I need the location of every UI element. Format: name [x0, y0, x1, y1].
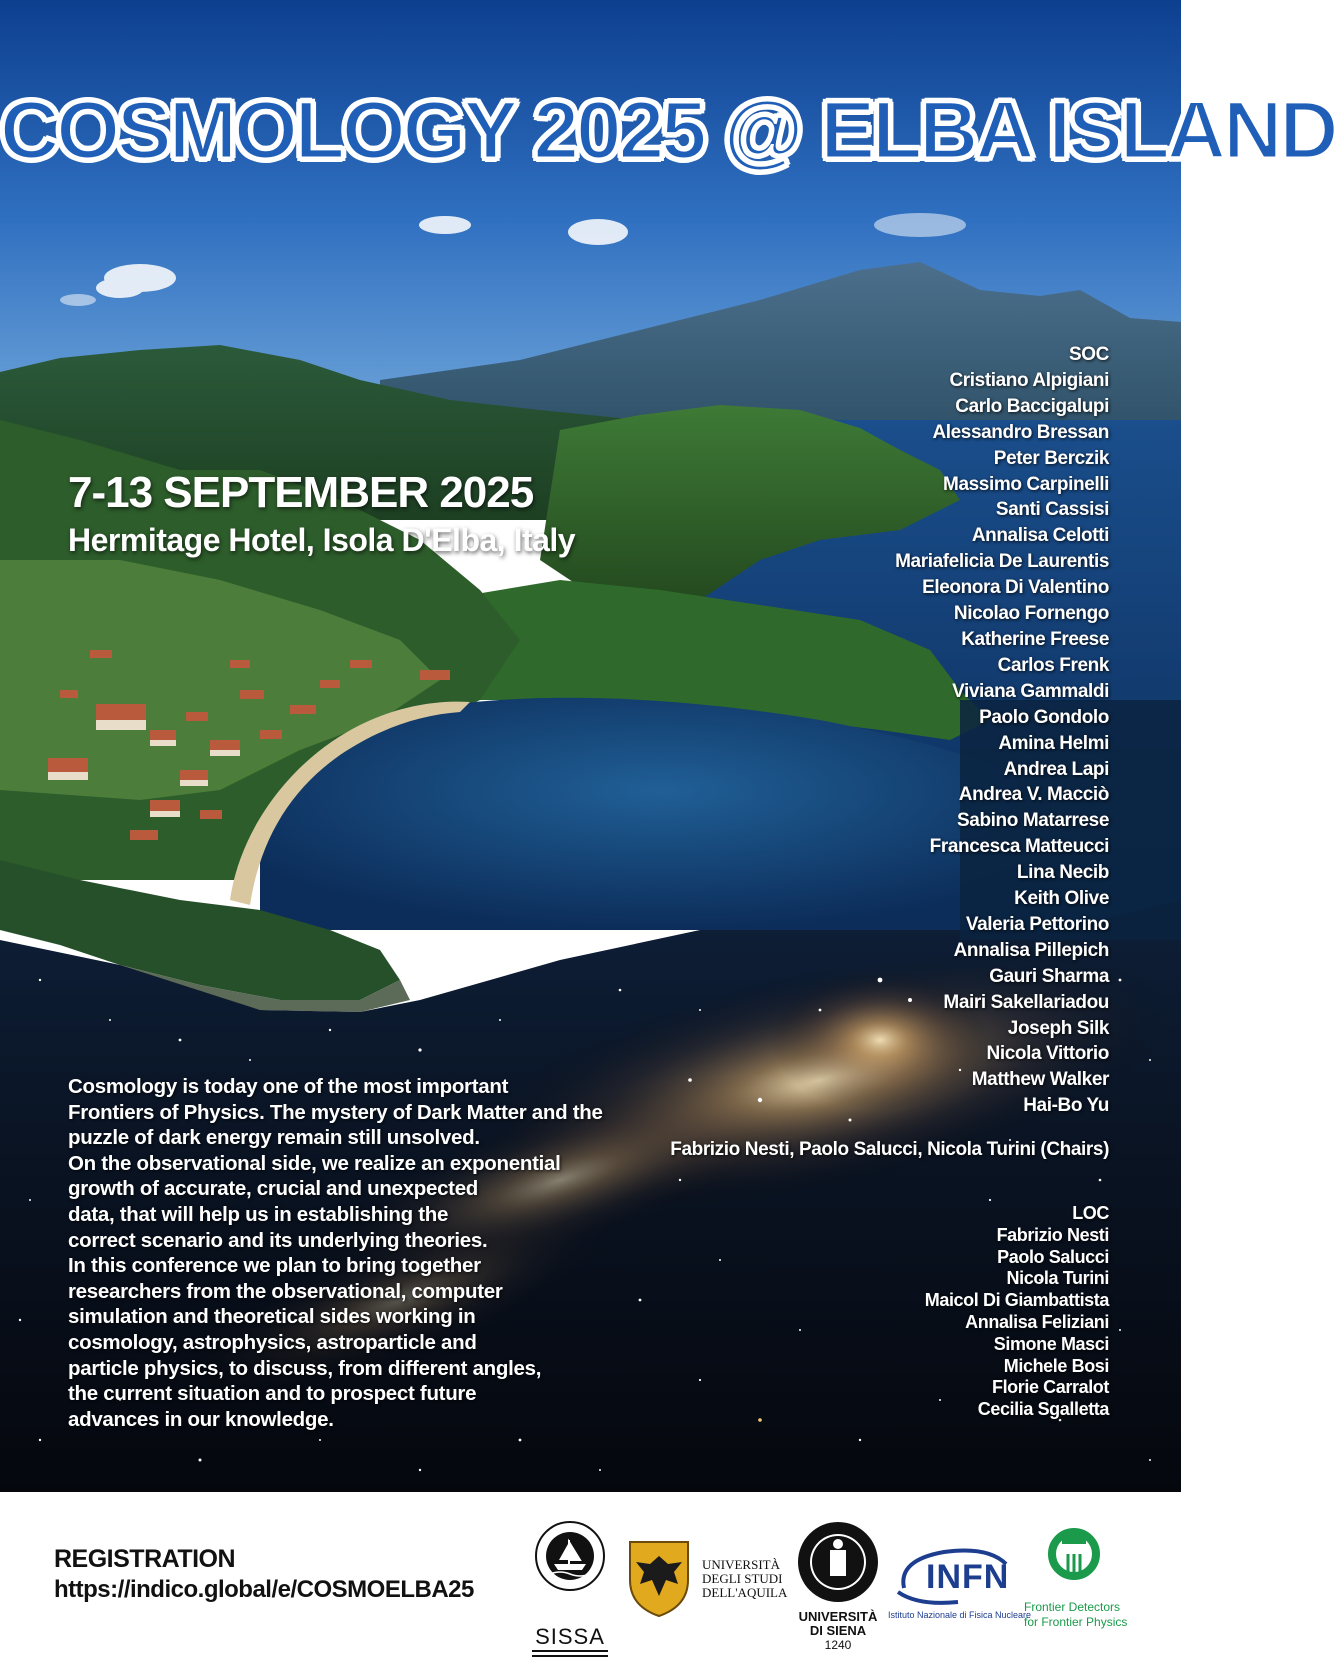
siena-year: 1240: [824, 1638, 852, 1652]
sissa-name: SISSA: [535, 1624, 605, 1649]
loc-committee-list: [925, 1203, 1109, 1421]
soc-member: Amina Helmi: [998, 732, 1109, 754]
aquila-line1: UNIVERSITÀ: [702, 1557, 780, 1572]
soc-member: Nicola Vittorio: [986, 1043, 1109, 1065]
soc-member: Hai-Bo Yu: [1023, 1095, 1109, 1117]
fdfp-logo: [1024, 1522, 1164, 1662]
soc-member: Mariafelicia De Laurentis: [895, 551, 1109, 573]
soc-heading: SOC: [1069, 344, 1109, 365]
loc-member: Simone Masci: [993, 1333, 1109, 1354]
conference-dates: 7-13 SEPTEMBER 2025: [68, 468, 534, 517]
siena-line2: DI SIENA: [809, 1623, 867, 1638]
registration-label: REGISTRATION: [54, 1545, 236, 1573]
soc-member: Sabino Matarrese: [957, 810, 1109, 832]
soc-member: Francesca Matteucci: [929, 836, 1109, 858]
fdfp-icon: [1044, 1522, 1104, 1586]
soc-member: Gauri Sharma: [989, 965, 1109, 987]
aquila-line3: DELL'AQUILA: [702, 1585, 788, 1600]
soc-member: Carlo Baccigalupi: [955, 395, 1109, 417]
description-line: simulation and theoretical sides working in: [68, 1305, 476, 1329]
soc-member: Viviana Gammaldi: [952, 680, 1109, 702]
siena-line1: UNIVERSITÀ: [798, 1609, 878, 1624]
sissa-rule: [532, 1655, 608, 1657]
description-line: correct scenario and its underlying theories.: [68, 1228, 488, 1252]
footer: [0, 1492, 1181, 1670]
soc-member: Carlos Frenk: [997, 654, 1109, 676]
loc-member: Nicola Turini: [1006, 1268, 1109, 1289]
aquila-logo: [624, 1536, 788, 1616]
soc-member: Keith Olive: [1014, 888, 1109, 910]
soc-member: Paolo Gondolo: [979, 706, 1109, 728]
eagle-crest-icon: [624, 1536, 694, 1620]
description-line: advances in our knowledge.: [68, 1407, 334, 1431]
ship-icon: [528, 1512, 612, 1620]
seal-icon: [796, 1520, 880, 1604]
soc-member: Alessandro Bressan: [932, 421, 1109, 443]
fdfp-line2: for Frontier Physics: [1024, 1615, 1128, 1629]
registration-link[interactable]: https://indico.global/e/COSMOELBA25: [54, 1576, 474, 1603]
soc-member: Annalisa Pillepich: [953, 939, 1109, 961]
sissa-rule: [532, 1650, 608, 1652]
description-line: Cosmology is today one of the most important: [68, 1075, 509, 1098]
infn-logo: [888, 1540, 1032, 1630]
loc-heading: LOC: [1072, 1203, 1109, 1223]
description-line: particle physics, to discuss, from different angles,: [68, 1356, 542, 1380]
conference-title: COSMOLOGY 2025 @ ELBA ISLAND: [0, 85, 1336, 176]
conference-description: [68, 1074, 628, 1432]
soc-chairs: Fabrizio Nesti, Paolo Salucci, Nicola Turini (Chairs): [670, 1139, 1109, 1160]
loc-member: Michele Bosi: [1003, 1355, 1109, 1376]
loc-member: Maicol Di Giambattista: [924, 1290, 1109, 1311]
soc-member: Mairi Sakellariadou: [943, 991, 1109, 1013]
soc-member: Massimo Carpinelli: [943, 473, 1109, 495]
soc-member: Lina Necib: [1016, 862, 1109, 884]
aquila-line2: DEGLI STUDI: [702, 1571, 783, 1586]
siena-logo: [796, 1520, 880, 1666]
soc-committee-list: [895, 342, 1109, 1119]
description-line: cosmology, astrophysics, astroparticle and: [68, 1330, 477, 1354]
infn-name: INFN: [926, 1558, 1010, 1596]
soc-member: Valeria Pettorino: [965, 913, 1109, 935]
soc-member: Santi Cassisi: [995, 499, 1109, 521]
description-line: researchers from the observational, computer: [68, 1279, 503, 1303]
loc-member: Cecilia Sgalletta: [977, 1399, 1109, 1420]
loc-member: Fabrizio Nesti: [996, 1224, 1109, 1245]
soc-member: Katherine Freese: [961, 628, 1109, 650]
description-line: data, that will help us in establishing the: [68, 1202, 449, 1226]
soc-member: Peter Berczik: [993, 447, 1109, 469]
description-line: growth of accurate, crucial and unexpected: [68, 1177, 479, 1201]
description-line: In this conference we plan to bring together: [68, 1254, 481, 1278]
soc-member: Andrea Lapi: [1003, 758, 1109, 780]
soc-member: Nicolao Fornengo: [953, 603, 1109, 625]
sissa-logo: [528, 1512, 612, 1662]
soc-member: Matthew Walker: [971, 1069, 1109, 1091]
loc-member: Annalisa Feliziani: [965, 1311, 1109, 1332]
infn-subtitle: Istituto Nazionale di Fisica Nucleare: [888, 1610, 1032, 1620]
soc-member: Cristiano Alpigiani: [949, 369, 1109, 391]
soc-member: Annalisa Celotti: [971, 525, 1109, 547]
description-line: On the observational side, we realize an exponential: [68, 1151, 561, 1175]
loc-member: Florie Carralot: [991, 1377, 1109, 1398]
loc-member: Paolo Salucci: [997, 1246, 1109, 1267]
description-line: the current situation and to prospect future: [68, 1382, 477, 1406]
soc-member: Andrea V. Macciò: [958, 784, 1109, 806]
description-line: puzzle of dark energy remain still unsolved.: [68, 1126, 480, 1150]
conference-venue: Hermitage Hotel, Isola D'Elba, Italy: [68, 522, 576, 558]
fdfp-line1: Frontier Detectors: [1024, 1600, 1121, 1614]
description-line: Frontiers of Physics. The mystery of Dark Matter and the: [68, 1100, 603, 1124]
soc-member: Joseph Silk: [1007, 1017, 1109, 1039]
soc-member: Eleonora Di Valentino: [922, 577, 1109, 599]
